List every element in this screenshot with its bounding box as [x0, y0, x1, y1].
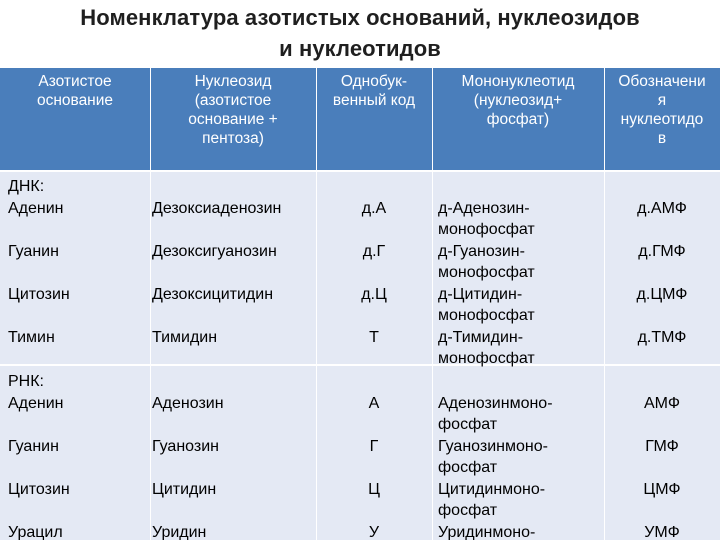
page-title: [0, 2, 720, 64]
cell-base: Аденин: [8, 395, 64, 412]
cell-base: Цитозин: [8, 286, 70, 303]
header-code: Однобук- венный код: [332, 73, 416, 109]
cell-mononucleotide: Цитидинмоно- фосфат: [438, 481, 546, 519]
cell-designation: УМФ: [644, 524, 680, 540]
cell-code: Ц: [368, 481, 380, 498]
table-row: [0, 522, 720, 540]
cell-nucleoside: Цитидин: [152, 481, 217, 498]
cell-nucleoside: Дезоксицитидин: [152, 286, 274, 303]
nomenclature-table: [0, 68, 720, 540]
cell-mononucleotide: д-Гуанозин- монофосфат: [438, 243, 535, 281]
cell-code: Г: [369, 438, 379, 455]
cell-base: Тимин: [8, 329, 55, 346]
cell-designation: ГМФ: [645, 438, 679, 455]
cell-code: д.Г: [362, 243, 386, 260]
cell-code: д.Ц: [361, 286, 387, 303]
title-line-2: и нуклеотидов: [279, 36, 441, 61]
header-designation: Обозначени я нуклеотидо в: [618, 73, 706, 147]
cell-nucleoside: Дезоксиаденозин: [152, 200, 282, 217]
cell-designation: д.ТМФ: [637, 329, 687, 346]
table-row: [0, 479, 720, 521]
cell-mononucleotide: Гуанозинмоно- фосфат: [438, 438, 548, 476]
header-nucleoside: Нуклеозид (азотистое основание + пентоза): [188, 73, 278, 147]
cell-designation: АМФ: [644, 395, 680, 412]
cell-code: У: [368, 524, 380, 540]
cell-base: Гуанин: [8, 243, 59, 260]
cell-mononucleotide: д-Аденозин- монофосфат: [438, 200, 535, 238]
cell-designation: д.ГМФ: [638, 243, 686, 260]
cell-nucleoside: Уридин: [152, 524, 207, 540]
cell-code: А: [368, 395, 380, 412]
table-row: [0, 198, 720, 240]
table-row: [0, 241, 720, 283]
cell-mononucleotide: д-Тимидин- монофосфат: [438, 329, 535, 367]
title-line-1: Номенклатура азотистых оснований, нуклеозидов: [80, 5, 640, 30]
cell-designation: д.АМФ: [637, 200, 687, 217]
table-row: [0, 436, 720, 478]
table-row: [0, 393, 720, 435]
table-header: [0, 68, 720, 171]
header-mononucleotide: Мононуклеотид (нуклеозид+ фосфат): [461, 73, 575, 128]
cell-nucleoside: Дезоксигуанозин: [152, 243, 277, 260]
header-divider: [0, 170, 720, 172]
table-row: [0, 284, 720, 326]
header-base: Азотистое основание: [36, 73, 114, 109]
cell-mononucleotide: д-Цитидин- монофосфат: [438, 286, 535, 324]
cell-base: Урацил: [8, 524, 63, 540]
cell-code: Т: [369, 329, 379, 346]
cell-nucleoside: Аденозин: [152, 395, 224, 412]
cell-nucleoside: Тимидин: [152, 329, 218, 346]
group-label-dna: ДНК:: [8, 178, 45, 195]
cell-code: д.А: [361, 200, 387, 217]
cell-mononucleotide: Аденозинмоно- фосфат: [438, 395, 553, 433]
cell-base: Цитозин: [8, 481, 70, 498]
cell-nucleoside: Гуанозин: [152, 438, 219, 455]
group-label-rna: РНК:: [8, 373, 44, 390]
cell-mononucleotide: Уридинмоно-: [438, 524, 536, 540]
cell-base: Гуанин: [8, 438, 59, 455]
table-row: [0, 327, 720, 369]
cell-designation: ЦМФ: [643, 481, 681, 498]
cell-designation: д.ЦМФ: [636, 286, 688, 303]
cell-base: Аденин: [8, 200, 64, 217]
